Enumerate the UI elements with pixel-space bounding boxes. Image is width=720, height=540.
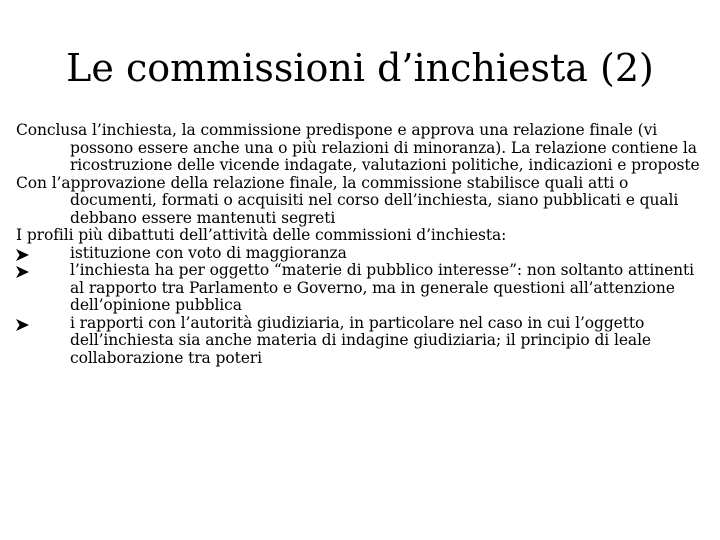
arrow-bullet-icon — [16, 262, 70, 278]
bullet-item — [16, 245, 706, 263]
bullet-item — [16, 262, 706, 315]
bullet-item — [16, 315, 706, 368]
arrow-bullet-icon — [16, 315, 70, 331]
slide-title: Le commissioni d’inchiesta (2) — [66, 46, 654, 90]
bullet-text: i rapporti con l’autorità giudiziaria, in particolare nel caso in cui l’oggetto dell’inchiesta sia anche materia di indagine giudiziaria; il principio di leale collaborazione tra poteri — [70, 313, 651, 367]
paragraph-relazione-finale: Conclusa l’inchiesta, la commissione predispone e approva una relazione finale (vi possono essere anche una o più relazioni di minoranza). La relazione contiene la ricostruzione delle vicende indagate, valutazioni politiche, indicazioni e proposte — [16, 121, 700, 174]
paragraph-approvazione: Con l’approvazione della relazione finale, la commissione stabilisce quali atti o documenti, formati o acquisiti nel corso dell’inchiesta, siano pubblicati e quali debbano essere mantenuti segreti — [16, 173, 679, 227]
paragraph-profili-dibattuti: I profili più dibattuti dell’attività delle commissioni d’inchiesta: — [16, 226, 507, 244]
bullet-text: l’inchiesta ha per oggetto “materie di pubblico interesse”: non soltanto attinenti al rapporto tra Parlamento e Governo, ma in generale questioni all’attenzione dell’opinione pubblica — [70, 261, 695, 314]
bullet-text: istituzione con voto di maggioranza — [70, 243, 347, 262]
slide-body — [16, 122, 706, 367]
arrow-bullet-icon — [16, 245, 70, 261]
